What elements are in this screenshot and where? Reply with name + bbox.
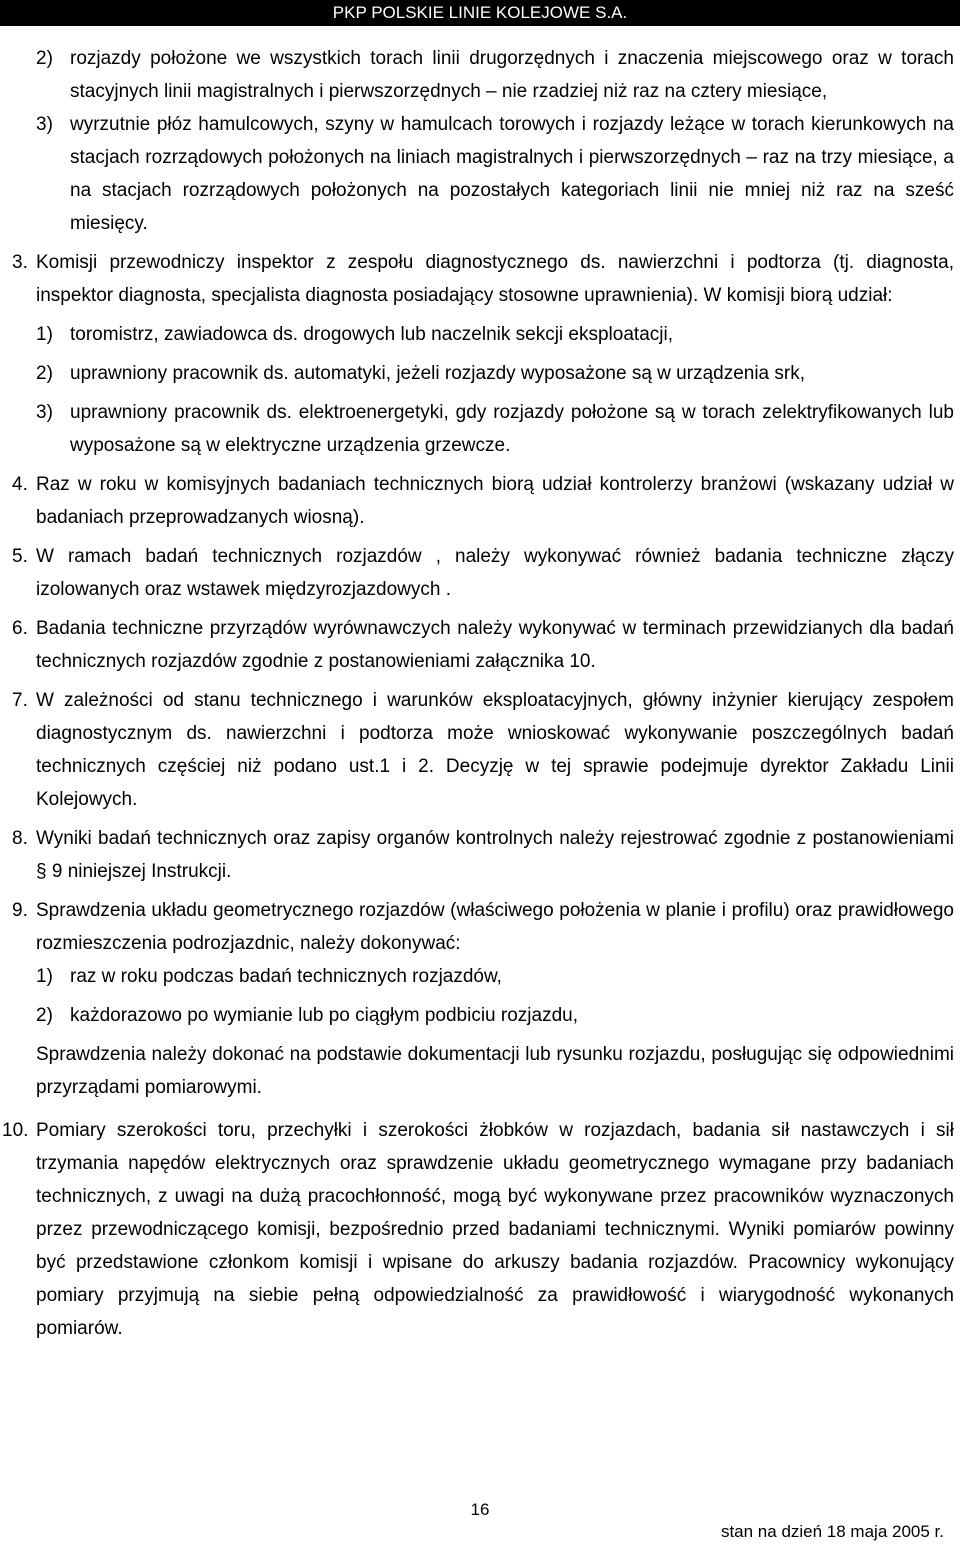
item-text: raz w roku podczas badań technicznych rozjazdów, xyxy=(70,966,502,987)
section-number: 5. xyxy=(12,546,28,567)
section-9 xyxy=(0,894,960,960)
item-text: każdorazowo po wymianie lub po ciągłym podbiciu rozjazdu, xyxy=(70,1005,578,1026)
section-text: W ramach badań technicznych rozjazdów , należy wykonywać również badania techniczne złączy izolowanych oraz wstawek międzyrozjazdowych . xyxy=(36,546,954,600)
section-number: 10. xyxy=(2,1120,29,1141)
list-item xyxy=(0,108,960,240)
list-item xyxy=(0,318,960,351)
footer-date: stan na dzień 18 maja 2005 r. xyxy=(720,1522,944,1541)
section-text: W zależności od stanu technicznego i warunków eksploatacyjnych, główny inżynier kierujący zespołem diagnostycznym ds. nawierzchni i podtorza może wnioskować wykonywanie poszczególnych badań technicznych częściej niż podano ust.1 i 2. Decyzję w tej sprawie podejmuje dyrektor Zakładu Linii Kolejowych. xyxy=(36,690,954,810)
item-text: uprawniony pracownik ds. automatyki, jeżeli rozjazdy wyposażone są w urządzenia srk, xyxy=(70,363,806,384)
item-number: 1) xyxy=(36,966,53,987)
section-6 xyxy=(0,612,960,678)
section-text: Pomiary szerokości toru, przechyłki i szerokości żłobków w rozjazdach, badania sił nastawczych i sił trzymania napędów elektrycznych oraz sprawdzenie układu geometrycznego wymagane przy badaniach technicznych, z uwagi na dużą pracochłonność, mogą być wykonywane przez pracowników wyznaczonych przez przewodniczącego komisji, bezpośrednio przed badaniami technicznymi. Wyniki pomiarów powinny być przedstawione członkom komisji i wpisane do arkuszy badania rozjazdów. Pracownicy wykonujący pomiary przyjmują na siebie pełną odpowiedzialność za prawidłowość i wiarygodność wykonanych pomiarów. xyxy=(36,1120,954,1339)
section-4 xyxy=(0,468,960,534)
section-text: Raz w roku w komisyjnych badaniach technicznych biorą udział kontrolerzy branżowi (wskazany udział w badaniach przeprowadzanych wiosną). xyxy=(36,474,954,528)
section-7 xyxy=(0,684,960,816)
item-text: wyrzutnie płóz hamulcowych, szyny w hamulcach torowych i rozjazdy leżące w torach kierunkowych na stacjach rozrządowych położonych na liniach magistralnych i pierwszorzędnych – raz na trzy miesiące, a na stacjach rozrządowych położonych na pozostałych kategoriach linii nie mniej niż raz na sześć miesięcy. xyxy=(70,114,954,234)
section-9-closing: Sprawdzenia należy dokonać na podstawie dokumentacji lub rysunku rozjazdu, posługując się odpowiednimi przyrządami pomiarowymi. xyxy=(36,1044,954,1098)
item-number: 3) xyxy=(36,402,53,423)
header-title: PKP POLSKIE LINIE KOLEJOWE S.A. xyxy=(332,3,628,22)
section-text: Sprawdzenia układu geometrycznego rozjazdów (właściwego położenia w planie i profilu) oraz prawidłowego rozmieszczenia podrozjazdnic, należy dokonywać: xyxy=(36,900,954,954)
section-text: Badania techniczne przyrządów wyrównawczych należy wykonywać w terminach przewidzianych dla badań technicznych rozjazdów zgodnie z postanowieniami załącznika 10. xyxy=(36,618,954,672)
section-number: 4. xyxy=(12,474,28,495)
page-header xyxy=(0,0,960,26)
section-text: Komisji przewodniczy inspektor z zespołu diagnostycznego ds. nawierzchni i podtorza (tj. diagnosta, inspektor diagnosta, specjalista diagnosta posiadający stosowne uprawnienia). W komisji biorą udział: xyxy=(36,252,954,306)
list-item xyxy=(0,999,960,1032)
section-10 xyxy=(0,1114,960,1345)
item-number: 3) xyxy=(36,114,53,135)
item-number: 2) xyxy=(36,363,53,384)
item-text: uprawniony pracownik ds. elektroenergetyki, gdy rozjazdy położone są w torach zelektryfikowanych lub wyposażone są w elektryczne urządzenia grzewcze. xyxy=(70,402,954,456)
section-text: Wyniki badań technicznych oraz zapisy organów kontrolnych należy rejestrować zgodnie z postanowieniami § 9 niniejszej Instrukcji. xyxy=(36,828,954,882)
item-text: toromistrz, zawiadowca ds. drogowych lub naczelnik sekcji eksploatacji, xyxy=(70,324,673,345)
item-text: rozjazdy położone we wszystkich torach linii drugorzędnych i znaczenia miejscowego oraz w torach stacyjnych linii magistralnych i pierwszorzędnych – nie rzadziej niż raz na cztery miesiące, xyxy=(70,48,954,102)
section-number: 8. xyxy=(12,828,28,849)
page-number: 16 xyxy=(470,1500,490,1519)
item-number: 2) xyxy=(36,1005,53,1026)
document-body xyxy=(0,42,960,1345)
section-number: 9. xyxy=(12,900,28,921)
section-number: 6. xyxy=(12,618,28,639)
item-number: 1) xyxy=(36,324,53,345)
list-item xyxy=(0,357,960,390)
list-item xyxy=(0,42,960,108)
list-item xyxy=(0,396,960,462)
list-item xyxy=(0,960,960,993)
section-3 xyxy=(0,246,960,312)
section-5 xyxy=(0,540,960,606)
item-number: 2) xyxy=(36,48,53,69)
section-number: 7. xyxy=(12,690,28,711)
section-number: 3. xyxy=(12,252,28,273)
section-8 xyxy=(0,822,960,888)
